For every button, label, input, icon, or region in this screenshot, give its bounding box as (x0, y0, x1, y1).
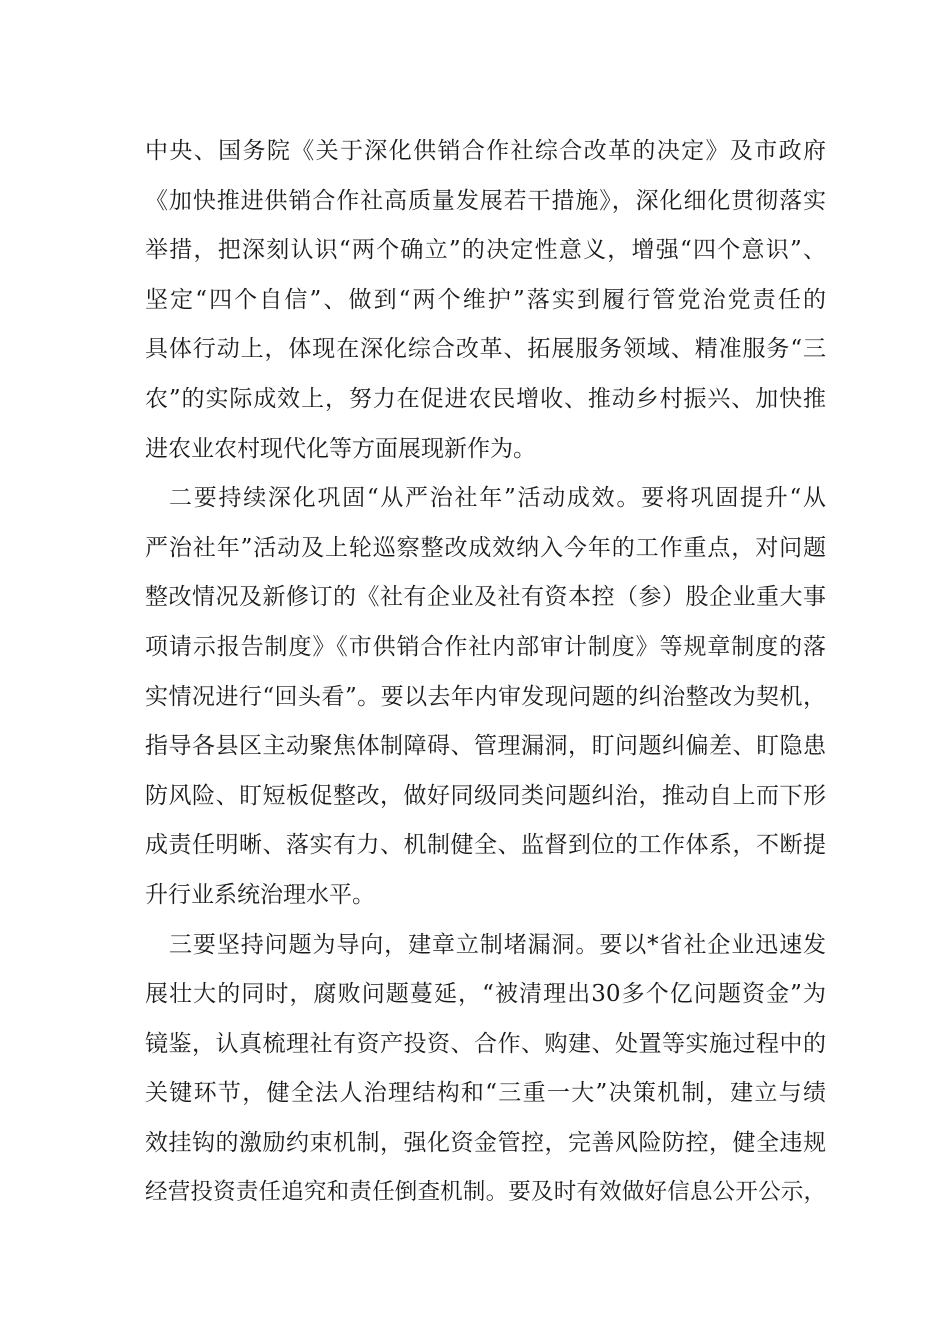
text-line: 升行业系统治理水平。 (145, 881, 375, 908)
text-line: 严治社年”活动及上轮巡察整改成效纳入今年的工作重点，对问题 (145, 534, 826, 561)
text-line: 中央、国务院《关于深化供销合作社综合改革的决定》及市政府 (145, 138, 826, 164)
text-line: 实情况进行“回头看”。要以去年内审发现问题的纠治整改为契机， (145, 683, 826, 710)
text-line: 项请示报告制度》《市供销合作社内部审计制度》等规章制度的落 (145, 633, 826, 660)
text-line: 坚定“四个自信”、做到“两个维护”落实到履行管党治党责任的 (145, 286, 826, 313)
text-line: 指导各县区主动聚焦体制障碍、管理漏洞，盯问题纠偏差、盯隐患 (145, 733, 826, 760)
text-line: 效挂钩的激励约束机制，强化资金管控，完善风险防控，健全违规 (145, 1129, 826, 1156)
text-line: 二要持续深化巩固“从严治社年”活动成效。要将巩固提升“从 (169, 485, 826, 512)
text-line: 关键环节，健全法人治理结构和“三重一大”决策机制，建立与绩 (145, 1080, 826, 1107)
text-line: 农”的实际成效上，努力在促进农民增收、推动乡村振兴、加快推 (145, 385, 826, 412)
text-line: 举措，把深刻认识“两个确立”的决定性意义，增强“四个意识”、 (145, 237, 826, 264)
text-line: 具体行动上，体现在深化综合改革、拓展服务领域、精准服务“三 (145, 336, 826, 363)
text-line: 经营投资责任追究和责任倒查机制。要及时有效做好信息公开公示， (145, 1179, 826, 1206)
text-line: 整改情况及新修订的《社有企业及社有资本控（参）股企业重大事 (145, 584, 826, 611)
text-line: 展壮大的同时，腐败问题蔓延，“被清理出30多个亿问题资金”为 (145, 981, 826, 1008)
text-line: 进农业农村现代化等方面展现新作为。 (145, 435, 536, 462)
text-line: 成责任明晰、落实有力、机制健全、监督到位的工作体系，不断提 (145, 832, 826, 859)
text-line: 《加快推进供销合作社高质量发展若干措施》，深化细化贯彻落实 (145, 187, 826, 214)
body-text (145, 127, 826, 1218)
text-line: 防风险、盯短板促整改，做好同级同类问题纠治，推动自上而下形 (145, 782, 826, 809)
text-line: 三要坚持问题为导向，建章立制堵漏洞。要以*省社企业迅速发 (169, 931, 826, 958)
text-line: 镜鉴，认真梳理社有资产投资、合作、购建、处置等实施过程中的 (145, 1030, 826, 1057)
